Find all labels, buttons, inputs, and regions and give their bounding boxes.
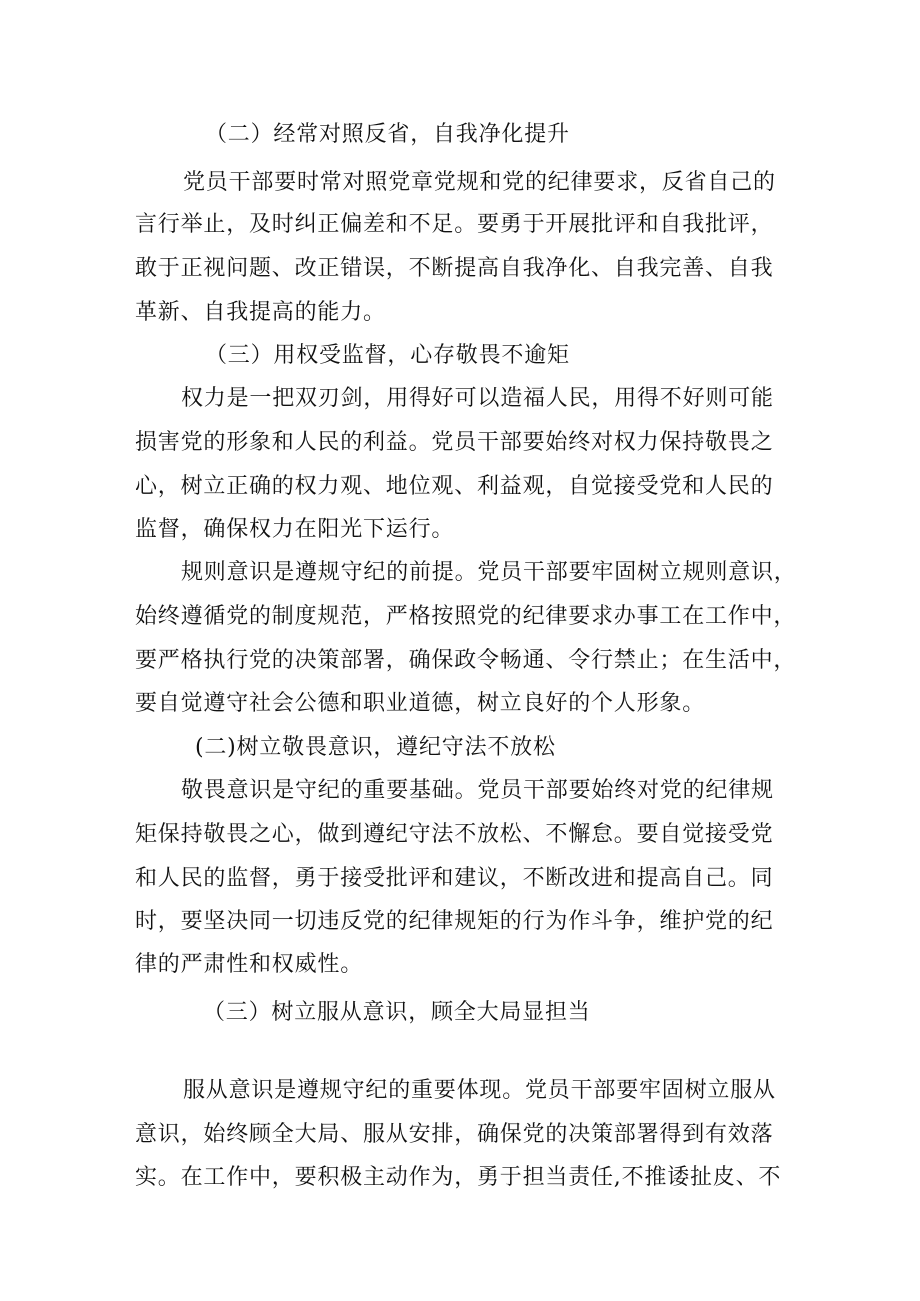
paragraph-line: 服从意识是遵规守纪的重要体现。党员干部要牢固树立服从 [183,1078,776,1103]
paragraph-line: 损害党的形象和人民的利益。党员干部要始终对权力保持敬畏之 [135,430,774,455]
paragraph-line: 时，要坚决同一切违反党的纪律规矩的行为作斗争，维护党的纪 [135,909,774,934]
paragraph-line: 权力是一把双刃剑，用得好可以造福人民，用得不好则可能 [181,386,774,411]
paragraph-line: 党员干部要时常对照党章党规和党的纪律要求，反省自己的 [183,170,776,195]
paragraph-line: 和人民的监督，勇于接受批评和建议，不断改进和提高自己。同 [135,866,774,891]
paragraph-line: 意识，始终顾全大局、服从安排，确保党的决策部署得到有效落 [135,1122,774,1147]
section-heading: (二)树立敬畏意识，遵纪守法不放松 [195,735,556,760]
paragraph-line: 实。在工作中，要积极主动作为，勇于担当责任,不推诿扯皮、不 [135,1165,782,1190]
paragraph-line: 敬畏意识是守纪的重要基础。党员干部要始终对党的纪律规 [181,778,774,803]
paragraph-line: 要自觉遵守社会公德和职业道德，树立良好的个人形象。 [135,691,706,716]
paragraph-line: 要严格执行党的决策部署，确保政令畅通、令行禁止；在生活中， [135,648,797,673]
paragraph-line: 律的严肃性和权威性。 [135,952,364,977]
paragraph-line: 敢于正视问题、改正错误，不断提高自我净化、自我完善、自我 [135,256,774,281]
paragraph-line: 革新、自我提高的能力。 [135,300,386,325]
paragraph-line: 矩保持敬畏之心，做到遵纪守法不放松、不懈怠。要自觉接受党 [135,822,774,847]
section-heading: （三）用权受监督，心存敬畏不逾矩 [205,343,570,368]
section-heading: （二）经常对照反省，自我净化提升 [205,122,570,147]
paragraph-line: 规则意识是遵规守纪的前提。党员干部要牢固树立规则意识， [181,560,797,585]
paragraph-line: 监督，确保权力在阳光下运行。 [135,517,455,542]
paragraph-line: 始终遵循党的制度规范，严格按照党的纪律要求办事工在工作中， [135,604,797,629]
paragraph-line: 心，树立正确的权力观、地位观、利益观，自觉接受党和人民的 [135,474,774,499]
section-heading: （三）树立服从意识，顾全大局显担当 [203,1000,591,1025]
paragraph-line: 言行举止，及时纠正偏差和不足。要勇于开展批评和自我批评， [135,212,774,237]
